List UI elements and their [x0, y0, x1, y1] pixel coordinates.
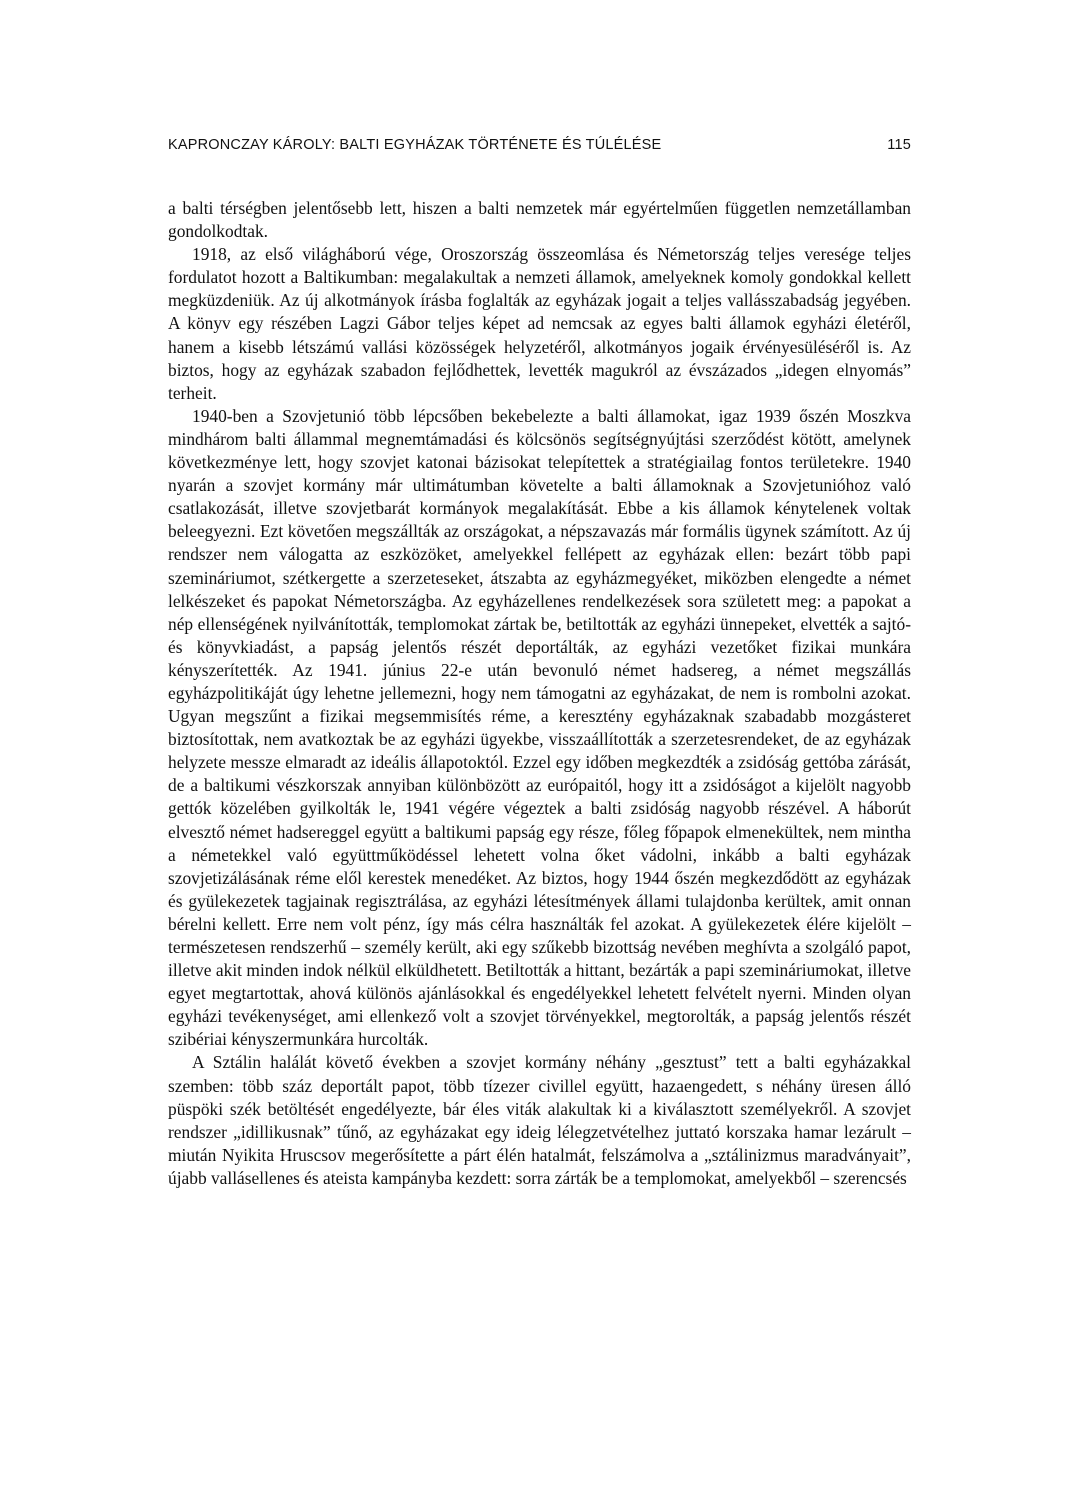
paragraph: 1918, az első világháború vége, Oroszország összeomlása és Németország teljes veresége teljes fordulatot hozott a Baltikumban: megalakultak a nemzeti államok, amelyeknek komoly gondokkal kellett megküzdeniük. Az új alkotmányok írásba foglalták az egyházak jogait a teljes vallásszabadság jegyében. A könyv egy részében Lagzi Gábor teljes képet ad nemcsak az egyes balti államok egyházi életéről, hanem a kisebb létszámú vallási közösségek helyzetéről, alkotmányos jogaik érvényesüléséről is. Az biztos, hogy az egyházak szabadon fejlődhettek, levették magukról az évszázados „idegen elnyomás” terheit.	[168, 244, 911, 403]
paragraph: A Sztálin halálát követő években a szovjet kormány néhány „gesztust” tett a balti egyházakkal szemben: több száz deportált papot, több tízezer civillel együtt, hazaengedett, s néhány üresen álló püspöki szék betöltését engedélyezte, bár éles viták alakultak ki a kiválasztott személyekről. A szovjet rendszer „idillikusnak” tűnő, az egyházakat egy ideig lélegzetvételhez juttató korszaka hamar lezárult – miután Nyikita Hruscsov megerősítette a párt élén hatalmát, felszámolva a „sztálinizmus maradványait”, újabb vallásellenes és ateista kampányba kezdett: sorra zárták be a templomokat, amelyekből – szerencsés	[168, 1052, 911, 1188]
page-number: 115	[887, 137, 911, 153]
running-title: KAPRONCZAY KÁROLY: BALTI EGYHÁZAK TÖRTÉNETE ÉS TÚLÉLÉSE	[168, 137, 662, 153]
body-text	[168, 197, 911, 1190]
paragraph: 1940-ben a Szovjetunió több lépcsőben bekebelezte a balti államokat, igaz 1939 őszén Moszkva mindhárom balti állammal megnemtámadási és kölcsönös segítségnyújtási szerződést kötött, amelynek következménye lett, hogy szovjet katonai bázisokat telepítettek a stratégiailag fontos területekre. 1940 nyarán a szovjet kormány már ultimátumban követelte a balti államoknak a Szovjetunióhoz való csatlakozását, illetve szovjetbarát kormányok megalakítását. Ebbe a kis államok kénytelenek voltak beleegyezni. Ezt követően megszállták az országokat, a népszavazás már formális ügynek számított. Az új rendszer nem válogatta az eszközöket, amelyekkel fellépett az egyházak ellen: bezárt több papi szemináriumot, szétkergette a szerzeteseket, átszabta az egyházmegyéket, miközben elengedte a német lelkészeket és papokat Németországba. Az egyházellenes rendelkezések sora született meg: a papokat a nép ellenségének nyilvánították, templomokat zártak be, betiltották az egyházi ünnepeket, elvették a sajtó- és könyvkiadást, a papság jelentős részét deportálták, az egyházi vezetőket fizikai munkára kényszerítették. Az 1941. június 22-e után bevonuló német hadsereg, a német megszállás egyházpolitikáját úgy lehetne jellemezni, hogy nem támogatni az egyházakat, de nem is rombolni azokat. Ugyan megszűnt a fizikai megsemmisítés réme, a keresztény egyházaknak szabadabb mozgásteret biztosítottak, nem avatkoztak be az egyházi ügyekbe, visszaállították a szerzetesrendeket, de az egyházak helyzete messze elmaradt az ideális állapotoktól. Ezzel egy időben megkezdték a zsidóság gettóba zárását, de a baltikumi vészkorszak annyiban különbözött az európaitól, hogy itt a zsidóságot a kijelölt nagyobb gettók közelében gyilkolták le, 1941 végére végeztek a balti zsidóság nagyobb részével. A háborút elvesztő német hadsereggel együtt a baltikumi papság egy része, főleg főpapok elmenekültek, nem mintha a németekkel való együttműködéssel lehetett volna őket vádolni, inkább a balti egyházak szovjetizálásának réme elől kerestek menedéket. Az biztos, hogy 1944 őszén megkezdődött az egyházak és gyülekezetek tagjainak regisztrálása, az egyházi létesítmények állami tulajdonba kerültek, amit onnan bérelni kellett. Erre nem volt pénz, így más célra használták fel azokat. A gyülekezetek élére kijelölt – természetesen rendszerhű – személy került, aki egy szűkebb bizottság nevében meghívta a szolgáló papot, illetve akit minden indok nélkül elküldhetett. Betiltották a hittant, bezárták a papi szemináriumokat, illetve egyet megtartottak, ahová különös ajánlásokkal és engedélyekkel lehetett felvételt nyerni. Minden olyan egyházi tevékenységet, ami ellenkező volt a szovjet törvényekkel, megtorolták, a papság jelentős részét szibériai kényszermunkára hurcolták.	[168, 405, 911, 1050]
paragraph-continuation: a balti térségben jelentősebb lett, hiszen a balti nemzetek már egyértelműen független nemzetállamban gondolkodtak.	[168, 198, 911, 242]
